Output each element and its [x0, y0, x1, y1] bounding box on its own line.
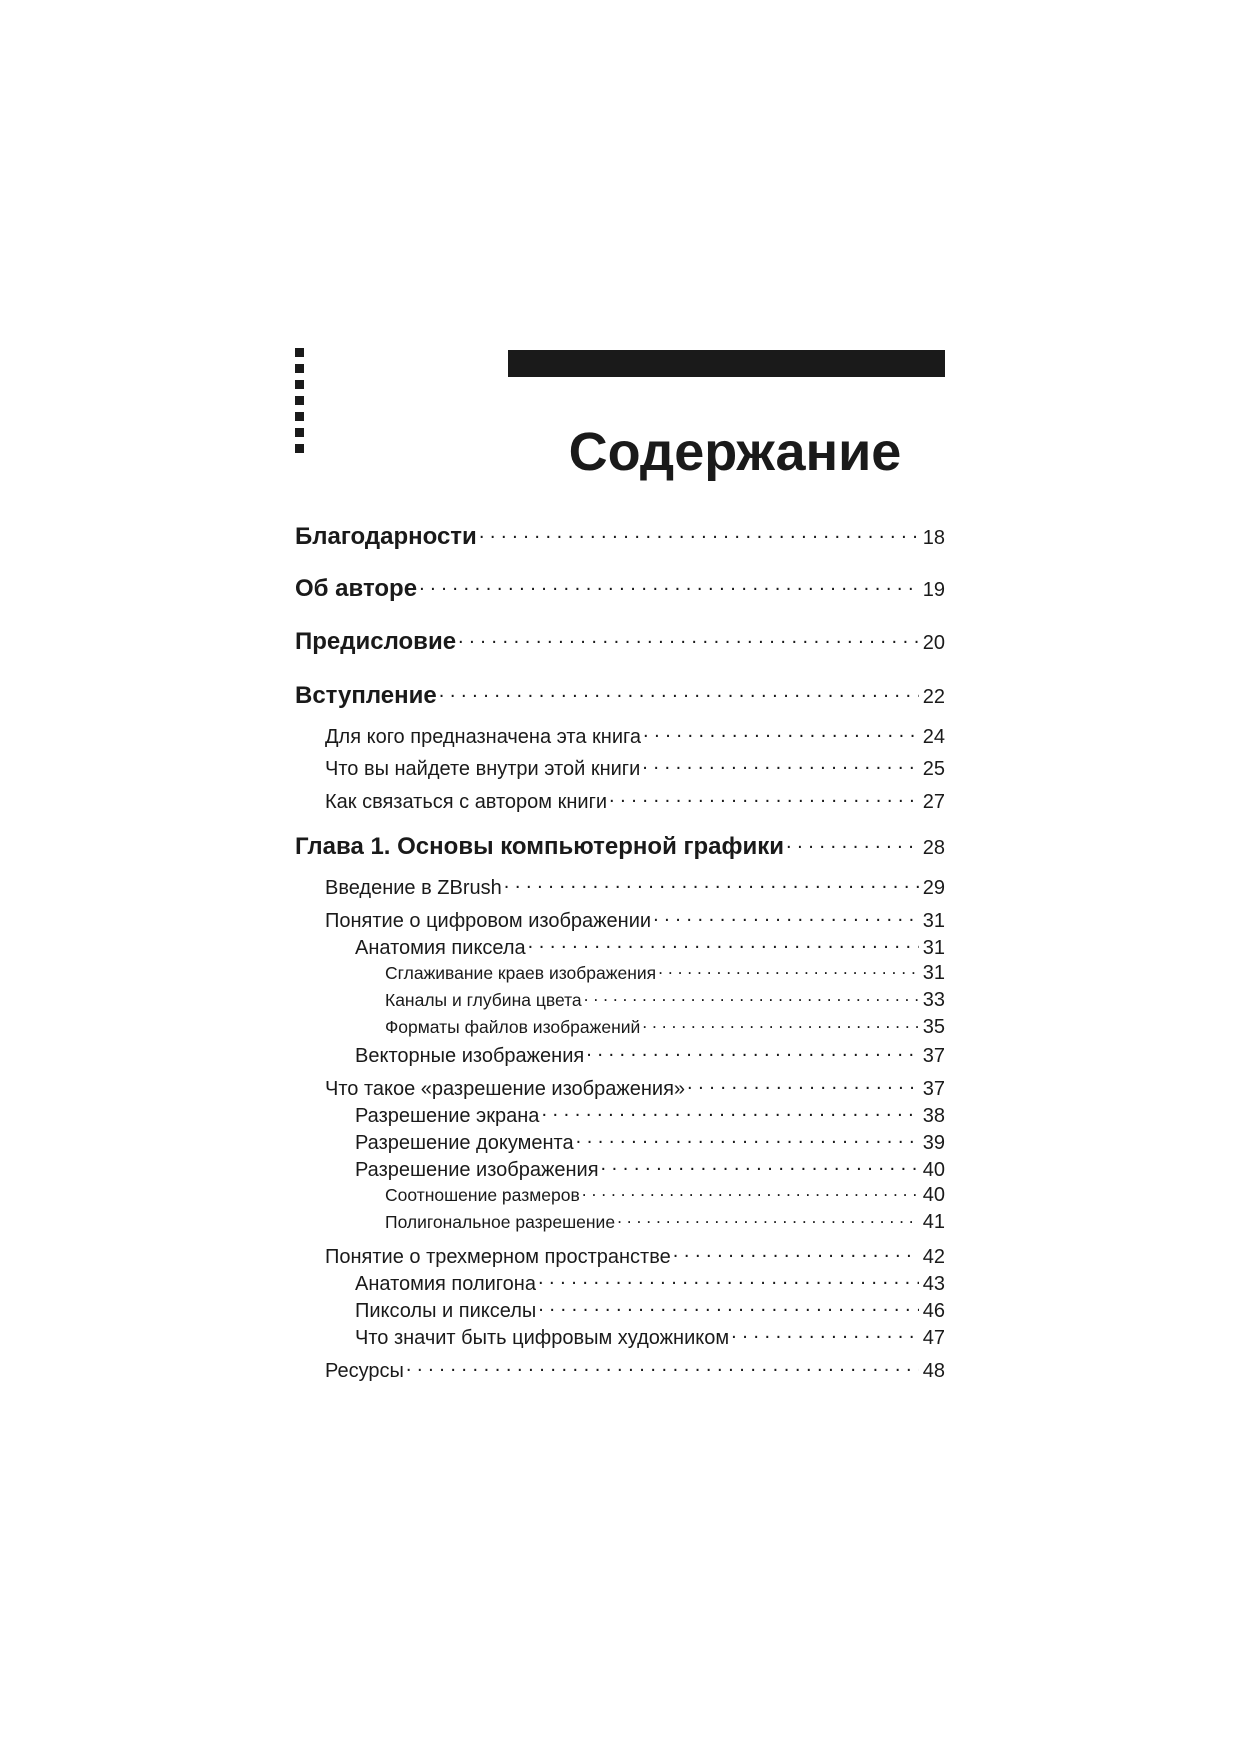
decorative-dot	[295, 364, 304, 373]
toc-entry-page: 19	[922, 579, 945, 601]
toc-entry	[355, 934, 945, 960]
toc-entry	[355, 1129, 945, 1155]
toc-dot-leader	[538, 1297, 919, 1317]
decorative-dot	[295, 428, 304, 437]
toc-dot-leader	[406, 1357, 919, 1377]
toc-entry-page: 18	[922, 527, 945, 549]
toc-entry	[355, 1270, 945, 1296]
toc-entry	[295, 682, 945, 710]
toc-entry-page: 33	[922, 988, 945, 1011]
toc-entry-label: Как связаться с автором книги	[325, 791, 608, 813]
decorative-dot	[295, 348, 304, 357]
toc-entry	[385, 1183, 945, 1207]
toc-entry-label: Пиксолы и пикселы	[355, 1300, 537, 1322]
decorative-dot	[295, 380, 304, 389]
toc-entry	[385, 1210, 945, 1234]
toc-entry	[295, 523, 945, 551]
toc-dot-leader	[658, 961, 919, 979]
toc-entry-page: 41	[922, 1210, 945, 1233]
toc-entry-page: 37	[922, 1078, 945, 1100]
toc-entry	[325, 907, 945, 933]
toc-dot-leader	[653, 907, 919, 927]
toc-dot-leader	[617, 1210, 919, 1228]
toc-entry-label: Вступление	[295, 682, 437, 709]
toc-entry-label: Анатомия пиксела	[355, 937, 526, 959]
toc-entry	[325, 1075, 945, 1101]
toc-entry	[325, 723, 945, 749]
toc-entry-page: 20	[922, 632, 945, 654]
toc-entry-page: 38	[922, 1105, 945, 1127]
toc-dot-leader	[584, 988, 919, 1006]
toc-entry	[355, 1042, 945, 1068]
toc-entry-label: Предисловие	[295, 628, 457, 655]
toc-entry-page: 24	[922, 726, 945, 748]
toc-entry-page: 31	[922, 910, 945, 932]
toc-entry	[325, 1357, 945, 1383]
decorative-dot	[295, 396, 304, 405]
toc-dot-leader	[541, 1102, 918, 1122]
toc-entry-label: Форматы файлов изображений	[385, 1016, 641, 1037]
toc-entry-page: 25	[922, 758, 945, 780]
toc-dot-leader	[643, 723, 919, 743]
toc-dot-leader	[538, 1270, 919, 1290]
toc-entry-label: Что значит быть цифровым художником	[355, 1327, 730, 1349]
toc-entry	[295, 833, 945, 861]
toc-entry	[385, 961, 945, 985]
toc-entry	[325, 788, 945, 814]
toc-dot-leader	[687, 1075, 919, 1095]
toc-dot-leader	[609, 788, 919, 808]
toc-entry	[355, 1297, 945, 1323]
toc-dot-leader	[479, 524, 919, 544]
toc-entry-page: 31	[922, 937, 945, 959]
toc-entry-page: 39	[922, 1132, 945, 1154]
toc-dot-leader	[601, 1156, 919, 1176]
decorative-dot	[295, 444, 304, 453]
toc-entry-label: Ресурсы	[325, 1360, 404, 1382]
toc-entry-page: 43	[922, 1273, 945, 1295]
toc-entry	[325, 755, 945, 781]
toc-entry-page: 40	[922, 1183, 945, 1206]
toc-entry-page: 48	[922, 1360, 945, 1382]
toc-entry-label: Полигональное разрешение	[385, 1211, 616, 1232]
toc-entry-label: Об авторе	[295, 575, 418, 602]
toc-entry	[325, 874, 945, 900]
toc-entry-label: Что такое «разрешение изображения»	[325, 1078, 686, 1100]
toc-dot-leader	[439, 683, 919, 703]
toc-entry-page: 42	[922, 1246, 945, 1268]
toc-entry-label: Сглаживание краев изображения	[385, 962, 657, 983]
toc-entry-label: Для кого предназначена эта книга	[325, 726, 641, 748]
toc-entry-label: Разрешение документа	[355, 1132, 574, 1154]
toc-dot-leader	[673, 1243, 919, 1263]
toc-entry-label: Анатомия полигона	[355, 1273, 536, 1295]
toc-dot-leader	[586, 1042, 919, 1062]
header-bar	[508, 350, 945, 377]
toc-dot-leader	[504, 874, 919, 894]
toc-entry-page: 37	[922, 1045, 945, 1067]
decorative-dot-column	[295, 348, 305, 460]
toc-entry-page: 22	[922, 686, 945, 708]
toc-entry-label: Глава 1. Основы компьютерной графики	[295, 833, 785, 860]
toc-entry-label: Разрешение изображения	[355, 1159, 599, 1181]
toc-dot-leader	[458, 629, 919, 649]
toc-entry-page: 40	[922, 1159, 945, 1181]
toc-entry-label: Понятие о трехмерном пространстве	[325, 1246, 671, 1268]
toc-entry	[385, 1015, 945, 1039]
toc-entry-page: 31	[922, 961, 945, 984]
toc-entry	[355, 1324, 945, 1350]
toc-entry-label: Что вы найдете внутри этой книги	[325, 758, 641, 780]
toc-entry	[295, 628, 945, 656]
toc-entry-label: Благодарности	[295, 523, 477, 550]
toc-entry-label: Понятие о цифровом изображении	[325, 910, 652, 932]
toc-entry	[355, 1102, 945, 1128]
toc-entry-page: 46	[922, 1300, 945, 1322]
toc-dot-leader	[419, 576, 919, 596]
toc-entry-page: 47	[922, 1327, 945, 1349]
toc-entry-label: Введение в ZBrush	[325, 877, 502, 899]
toc-entry	[385, 988, 945, 1012]
toc-dot-leader	[576, 1129, 919, 1149]
toc-dot-leader	[528, 934, 919, 954]
decorative-dot	[295, 412, 304, 421]
toc-entry	[295, 575, 945, 603]
toc-entry-page: 35	[922, 1015, 945, 1038]
toc-entry-page: 27	[922, 791, 945, 813]
toc-entry-page: 29	[922, 877, 945, 899]
toc-dot-leader	[642, 1015, 918, 1033]
toc-entry-label: Векторные изображения	[355, 1045, 585, 1067]
toc-entry-label: Каналы и глубина цвета	[385, 989, 582, 1010]
toc-entry-label: Разрешение экрана	[355, 1105, 540, 1127]
toc-dot-leader	[731, 1324, 919, 1344]
toc-dot-leader	[582, 1183, 919, 1201]
toc-dot-leader	[786, 834, 919, 854]
toc-entry-label: Соотношение размеров	[385, 1184, 580, 1205]
toc-dot-leader	[642, 755, 918, 775]
toc-entry	[355, 1156, 945, 1182]
page-title: Содержание	[568, 422, 902, 482]
toc-entry-page: 28	[922, 837, 945, 859]
toc-entry	[325, 1243, 945, 1269]
